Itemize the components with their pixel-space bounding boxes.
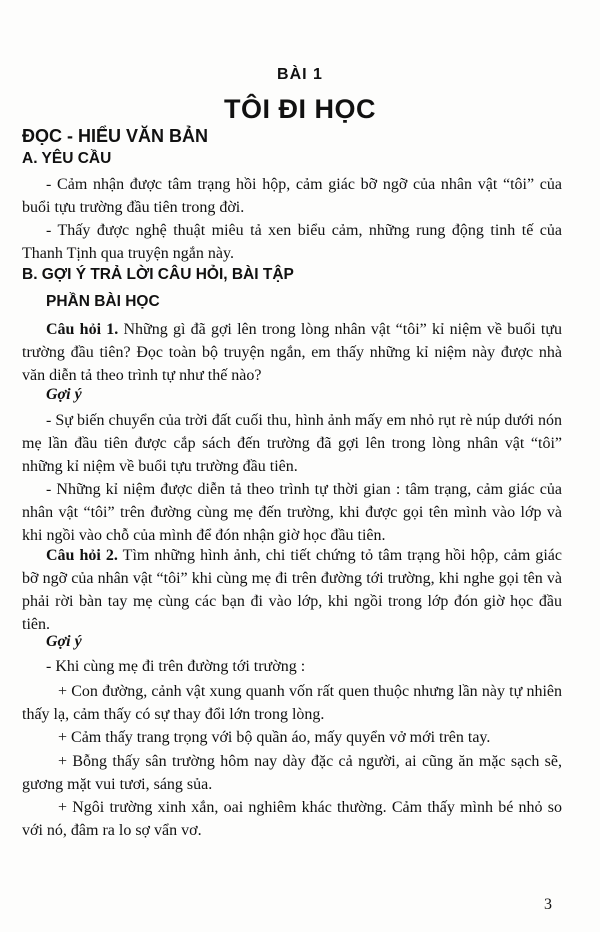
question-2-hint-intro: - Khi cùng mẹ đi trên đường tới trường : (46, 658, 306, 675)
question-1-hint-2: - Những kỉ niệm được diễn tả theo trình tự thời gian : tâm trạng, cảm giác của nhân vật “tôi” trên đường cùng mẹ đến trường, khi được gọi tên mình vào lớp và khi ngồi vào chỗ của mình để đón nhận giờ học đầu tiên. (22, 481, 562, 544)
section-b-heading: B. GỢI Ý TRẢ LỜI CÂU HỎI, BÀI TẬP (22, 266, 294, 283)
requirement-1: - Cảm nhận được tâm trạng hồi hộp, cảm giác bỡ ngỡ của nhân vật “tôi” của buổi tựu trường đầu tiên trong đời. (22, 176, 562, 216)
question-1 (22, 318, 562, 387)
question-2-hint-3: + Bỗng thấy sân trường hôm nay dày đặc cả người, ai cũng ăn mặc sạch sẽ, gương mặt vui tươi, sáng sủa. (22, 753, 562, 793)
question-1-label: Câu hỏi 1. (46, 321, 119, 338)
section-lesson-heading: PHẦN BÀI HỌC (46, 293, 160, 310)
question-2-hint-label: Gợi ý (46, 633, 82, 650)
lesson-number: BÀI 1 (277, 66, 323, 83)
question-2-label: Câu hỏi 2. (46, 547, 118, 564)
question-2-text: Tìm những hình ảnh, chi tiết chứng tỏ tâm trạng hồi hộp, cảm giác bỡ ngỡ của nhân vật “tôi” khi cùng mẹ đi trên đường tới trường, khi nghe gọi tên và phải rời bàn tay mẹ cùng các bạn đi vào lớp, khi ngồi trong lớp đón giờ học đầu tiên. (22, 547, 563, 633)
question-1-text: Những gì đã gợi lên trong lòng nhân vật “tôi” kỉ niệm về buổi tựu trường đầu tiên? Đọc toàn bộ truyện ngắn, em thấy những kỉ niệm này được nhà văn diễn tả theo trình tự như thế nào? (22, 321, 563, 384)
question-1-hint-1: - Sự biến chuyển của trời đất cuối thu, hình ảnh mấy em nhỏ rụt rè núp dưới nón mẹ lần đầu tiên được cắp sách đến trường đã gợi lên trong lòng nhân vật “tôi” những kỉ niệm về buổi tựu trường đầu tiên. (22, 412, 562, 475)
question-2-hint-4: + Ngôi trường xinh xắn, oai nghiêm khác thường. Cảm thấy mình bé nhỏ so với nó, đâm ra lo sợ vẩn vơ. (22, 799, 562, 839)
section-reading-heading: ĐỌC - HIỂU VĂN BẢN (22, 126, 209, 146)
question-2-hint-1: + Con đường, cảnh vật xung quanh vốn rất quen thuộc nhưng lần này tự nhiên thấy lạ, cảm thấy có sự thay đổi lớn trong lòng. (22, 683, 562, 723)
page-number: 3 (544, 896, 552, 913)
lesson-title: TÔI ĐI HỌC (224, 94, 376, 124)
section-a-heading: A. YÊU CẦU (22, 150, 112, 167)
requirement-2: - Thấy được nghệ thuật miêu tả xen biểu cảm, những rung động tinh tế của Thanh Tịnh qua truyện ngắn này. (22, 222, 562, 262)
question-1-hint-label: Gợi ý (46, 386, 82, 403)
question-2 (22, 544, 562, 636)
question-2-hint-2: + Cảm thấy trang trọng với bộ quần áo, mấy quyển vở mới trên tay. (58, 729, 491, 746)
